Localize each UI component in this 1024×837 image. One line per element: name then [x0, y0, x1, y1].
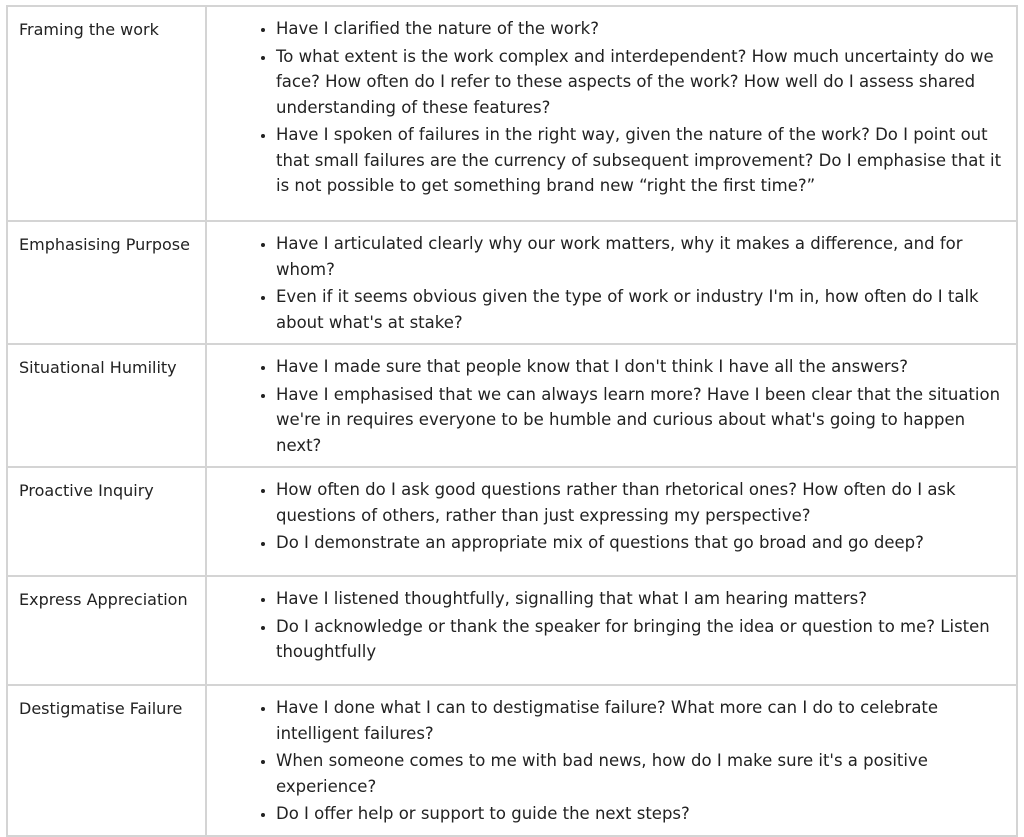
- row-questions-cell: [206, 467, 1017, 576]
- table-row-destigmatise-failure: [7, 685, 1017, 836]
- list-item: • Have I spoken of failures in the right way, given the nature of the work? Do I point out that small failures are the currency of subsequent improvement? Do I emphasise that it is not possible to get something brand new “right the first time?”: [276, 122, 1006, 199]
- reflection-questions-table: [6, 5, 1018, 837]
- list-item: • Do I offer help or support to guide the next steps?: [276, 801, 1006, 827]
- row-questions-cell: [206, 685, 1017, 836]
- list-item: • To what extent is the work complex and interdependent? How much uncertainty do we face? How often do I refer to these aspects of the work? How well do I assess shared understanding of these features?: [276, 44, 1006, 121]
- list-item: • Have I emphasised that we can always learn more? Have I been clear that the situation we're in requires everyone to be humble and curious about what's going to happen next?: [276, 382, 1006, 459]
- row-label: Express Appreciation: [7, 576, 206, 685]
- row-questions-cell: [206, 576, 1017, 685]
- row-questions-cell: [206, 344, 1017, 467]
- list-item: • Have I done what I can to destigmatise failure? What more can I do to celebrate intelligent failures?: [276, 695, 1006, 746]
- question-list: [207, 477, 1006, 556]
- list-item: • Do I acknowledge or thank the speaker for bringing the idea or question to me? Listen thoughtfully: [276, 614, 1006, 665]
- row-label: Emphasising Purpose: [7, 221, 206, 344]
- question-list: [207, 586, 1006, 665]
- table-row-situational-humility: [7, 344, 1017, 467]
- list-item: • Do I demonstrate an appropriate mix of questions that go broad and go deep?: [276, 530, 1006, 556]
- list-item: • Have I articulated clearly why our work matters, why it makes a difference, and for whom?: [276, 231, 1006, 282]
- row-label: Situational Humility: [7, 344, 206, 467]
- row-questions-cell: [206, 6, 1017, 221]
- list-item: • Even if it seems obvious given the type of work or industry I'm in, how often do I talk about what's at stake?: [276, 284, 1006, 335]
- question-list: [207, 695, 1006, 827]
- list-item: • When someone comes to me with bad news, how do I make sure it's a positive experience?: [276, 748, 1006, 799]
- table-row-express-appreciation: [7, 576, 1017, 685]
- list-item: • Have I made sure that people know that I don't think I have all the answers?: [276, 354, 1006, 380]
- question-list: [207, 231, 1006, 335]
- table-row-framing-the-work: [7, 6, 1017, 221]
- list-item: • Have I clarified the nature of the work?: [276, 16, 1006, 42]
- list-item: • How often do I ask good questions rather than rhetorical ones? How often do I ask questions of others, rather than just expressing my perspective?: [276, 477, 1006, 528]
- row-label: Framing the work: [7, 6, 206, 221]
- row-label: Destigmatise Failure: [7, 685, 206, 836]
- table-row-proactive-inquiry: [7, 467, 1017, 576]
- question-list: [207, 16, 1006, 199]
- row-questions-cell: [206, 221, 1017, 344]
- row-label: Proactive Inquiry: [7, 467, 206, 576]
- table-row-emphasising-purpose: [7, 221, 1017, 344]
- list-item: • Have I listened thoughtfully, signalling that what I am hearing matters?: [276, 586, 1006, 612]
- question-list: [207, 354, 1006, 458]
